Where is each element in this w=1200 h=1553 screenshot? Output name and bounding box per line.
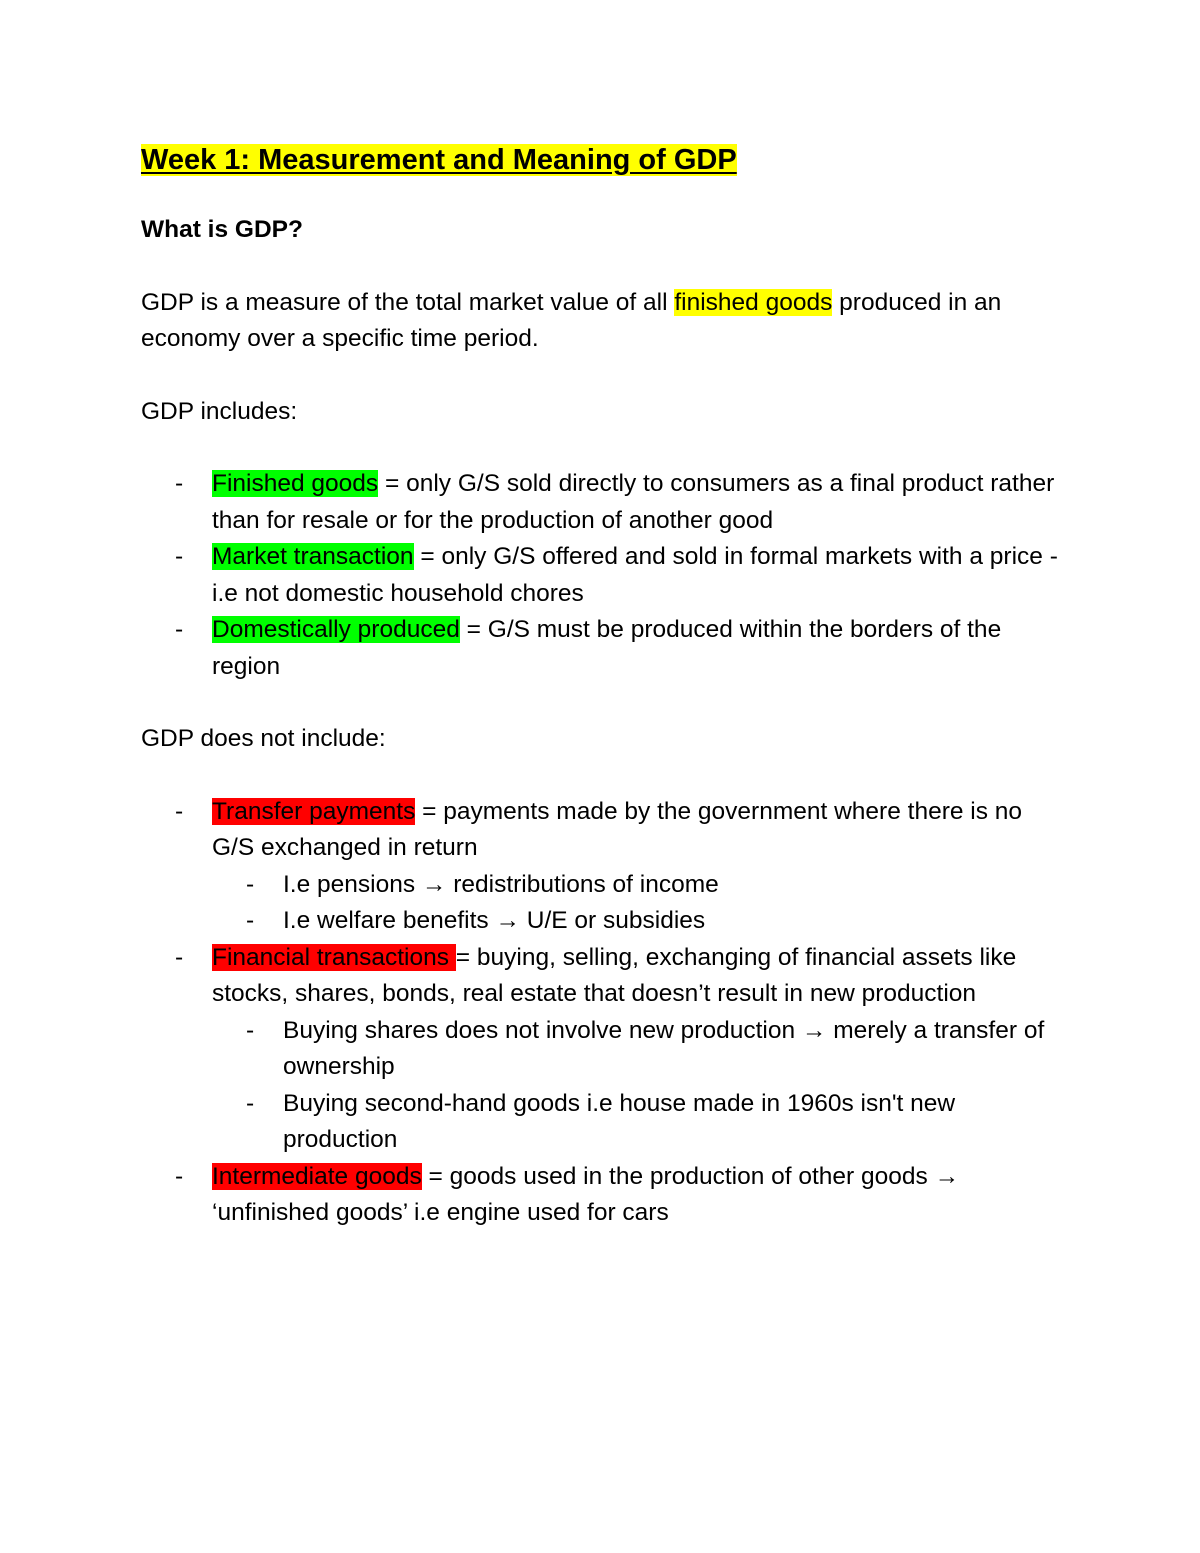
- sub-list: [212, 1013, 1061, 1159]
- sub-item-text: I.e welfare benefits → U/E or subsidies: [283, 907, 706, 934]
- excludes-list: [141, 794, 1061, 1232]
- list-dash: -: [175, 1162, 184, 1190]
- list-dash: -: [246, 907, 255, 934]
- definition-after: produced in an economy over a specific time period.: [141, 288, 1002, 352]
- sub-list: [212, 867, 1061, 940]
- list-dash: -: [246, 870, 255, 898]
- include-term: Market transaction: [212, 543, 414, 570]
- include-term: Finished goods: [212, 470, 379, 497]
- definition-before: GDP is a measure of the total market value of all: [141, 288, 675, 316]
- document-page: [141, 138, 1061, 1232]
- definition-paragraph: [141, 285, 1061, 358]
- list-dash: -: [246, 1016, 255, 1044]
- page-title-text: Week 1: Measurement and Meaning of GDP: [141, 144, 737, 176]
- page-title: [141, 138, 1061, 182]
- list-item: [141, 466, 1061, 539]
- exclude-text: = payments made by the government where there is no G/S exchanged in return: [212, 797, 1023, 861]
- section-heading: What is GDP?: [141, 216, 303, 243]
- list-dash: -: [175, 797, 184, 825]
- list-item: [141, 1159, 1061, 1232]
- exclude-term: Intermediate goods: [212, 1162, 422, 1190]
- list-item: [141, 612, 1061, 685]
- sub-list-item: [212, 867, 1061, 904]
- list-item: [141, 940, 1061, 1159]
- list-dash: -: [175, 543, 184, 570]
- sub-list-item: [212, 1086, 1061, 1159]
- sub-item-text: Buying shares does not involve new production → merely a transfer of ownership: [283, 1016, 1045, 1080]
- includes-list: [141, 466, 1061, 685]
- include-text: = only G/S offered and sold in formal markets with a price - i.e not domestic household chores: [212, 543, 1058, 607]
- exclude-text: = goods used in the production of other goods → ‘unfinished goods’ i.e engine used for cars: [212, 1162, 960, 1226]
- excludes-label: GDP does not include:: [141, 725, 386, 752]
- list-dash: -: [246, 1089, 255, 1117]
- exclude-text: = buying, selling, exchanging of financial assets like stocks, shares, bonds, real estate that doesn’t result in new production: [212, 943, 1017, 1007]
- includes-label: GDP includes:: [141, 397, 298, 425]
- definition-highlight: finished goods: [674, 288, 833, 316]
- sub-item-text: I.e pensions → redistributions of income: [283, 870, 719, 898]
- list-item: [141, 539, 1061, 612]
- sub-item-text: Buying second-hand goods i.e house made in 1960s isn't new production: [283, 1089, 956, 1153]
- include-term: Domestically produced: [212, 616, 460, 643]
- include-text: = only G/S sold directly to consumers as a final product rather than for resale or for the production of another good: [212, 470, 1055, 534]
- include-text: = G/S must be produced within the borders of the region: [212, 616, 1002, 680]
- sub-list-item: [212, 1013, 1061, 1086]
- sub-list-item: [212, 903, 1061, 940]
- list-dash: -: [175, 616, 184, 643]
- list-item: [141, 794, 1061, 940]
- exclude-term: Financial transactions: [212, 943, 456, 971]
- list-dash: -: [175, 470, 184, 497]
- exclude-term: Transfer payments: [212, 797, 416, 825]
- list-dash: -: [175, 943, 184, 971]
